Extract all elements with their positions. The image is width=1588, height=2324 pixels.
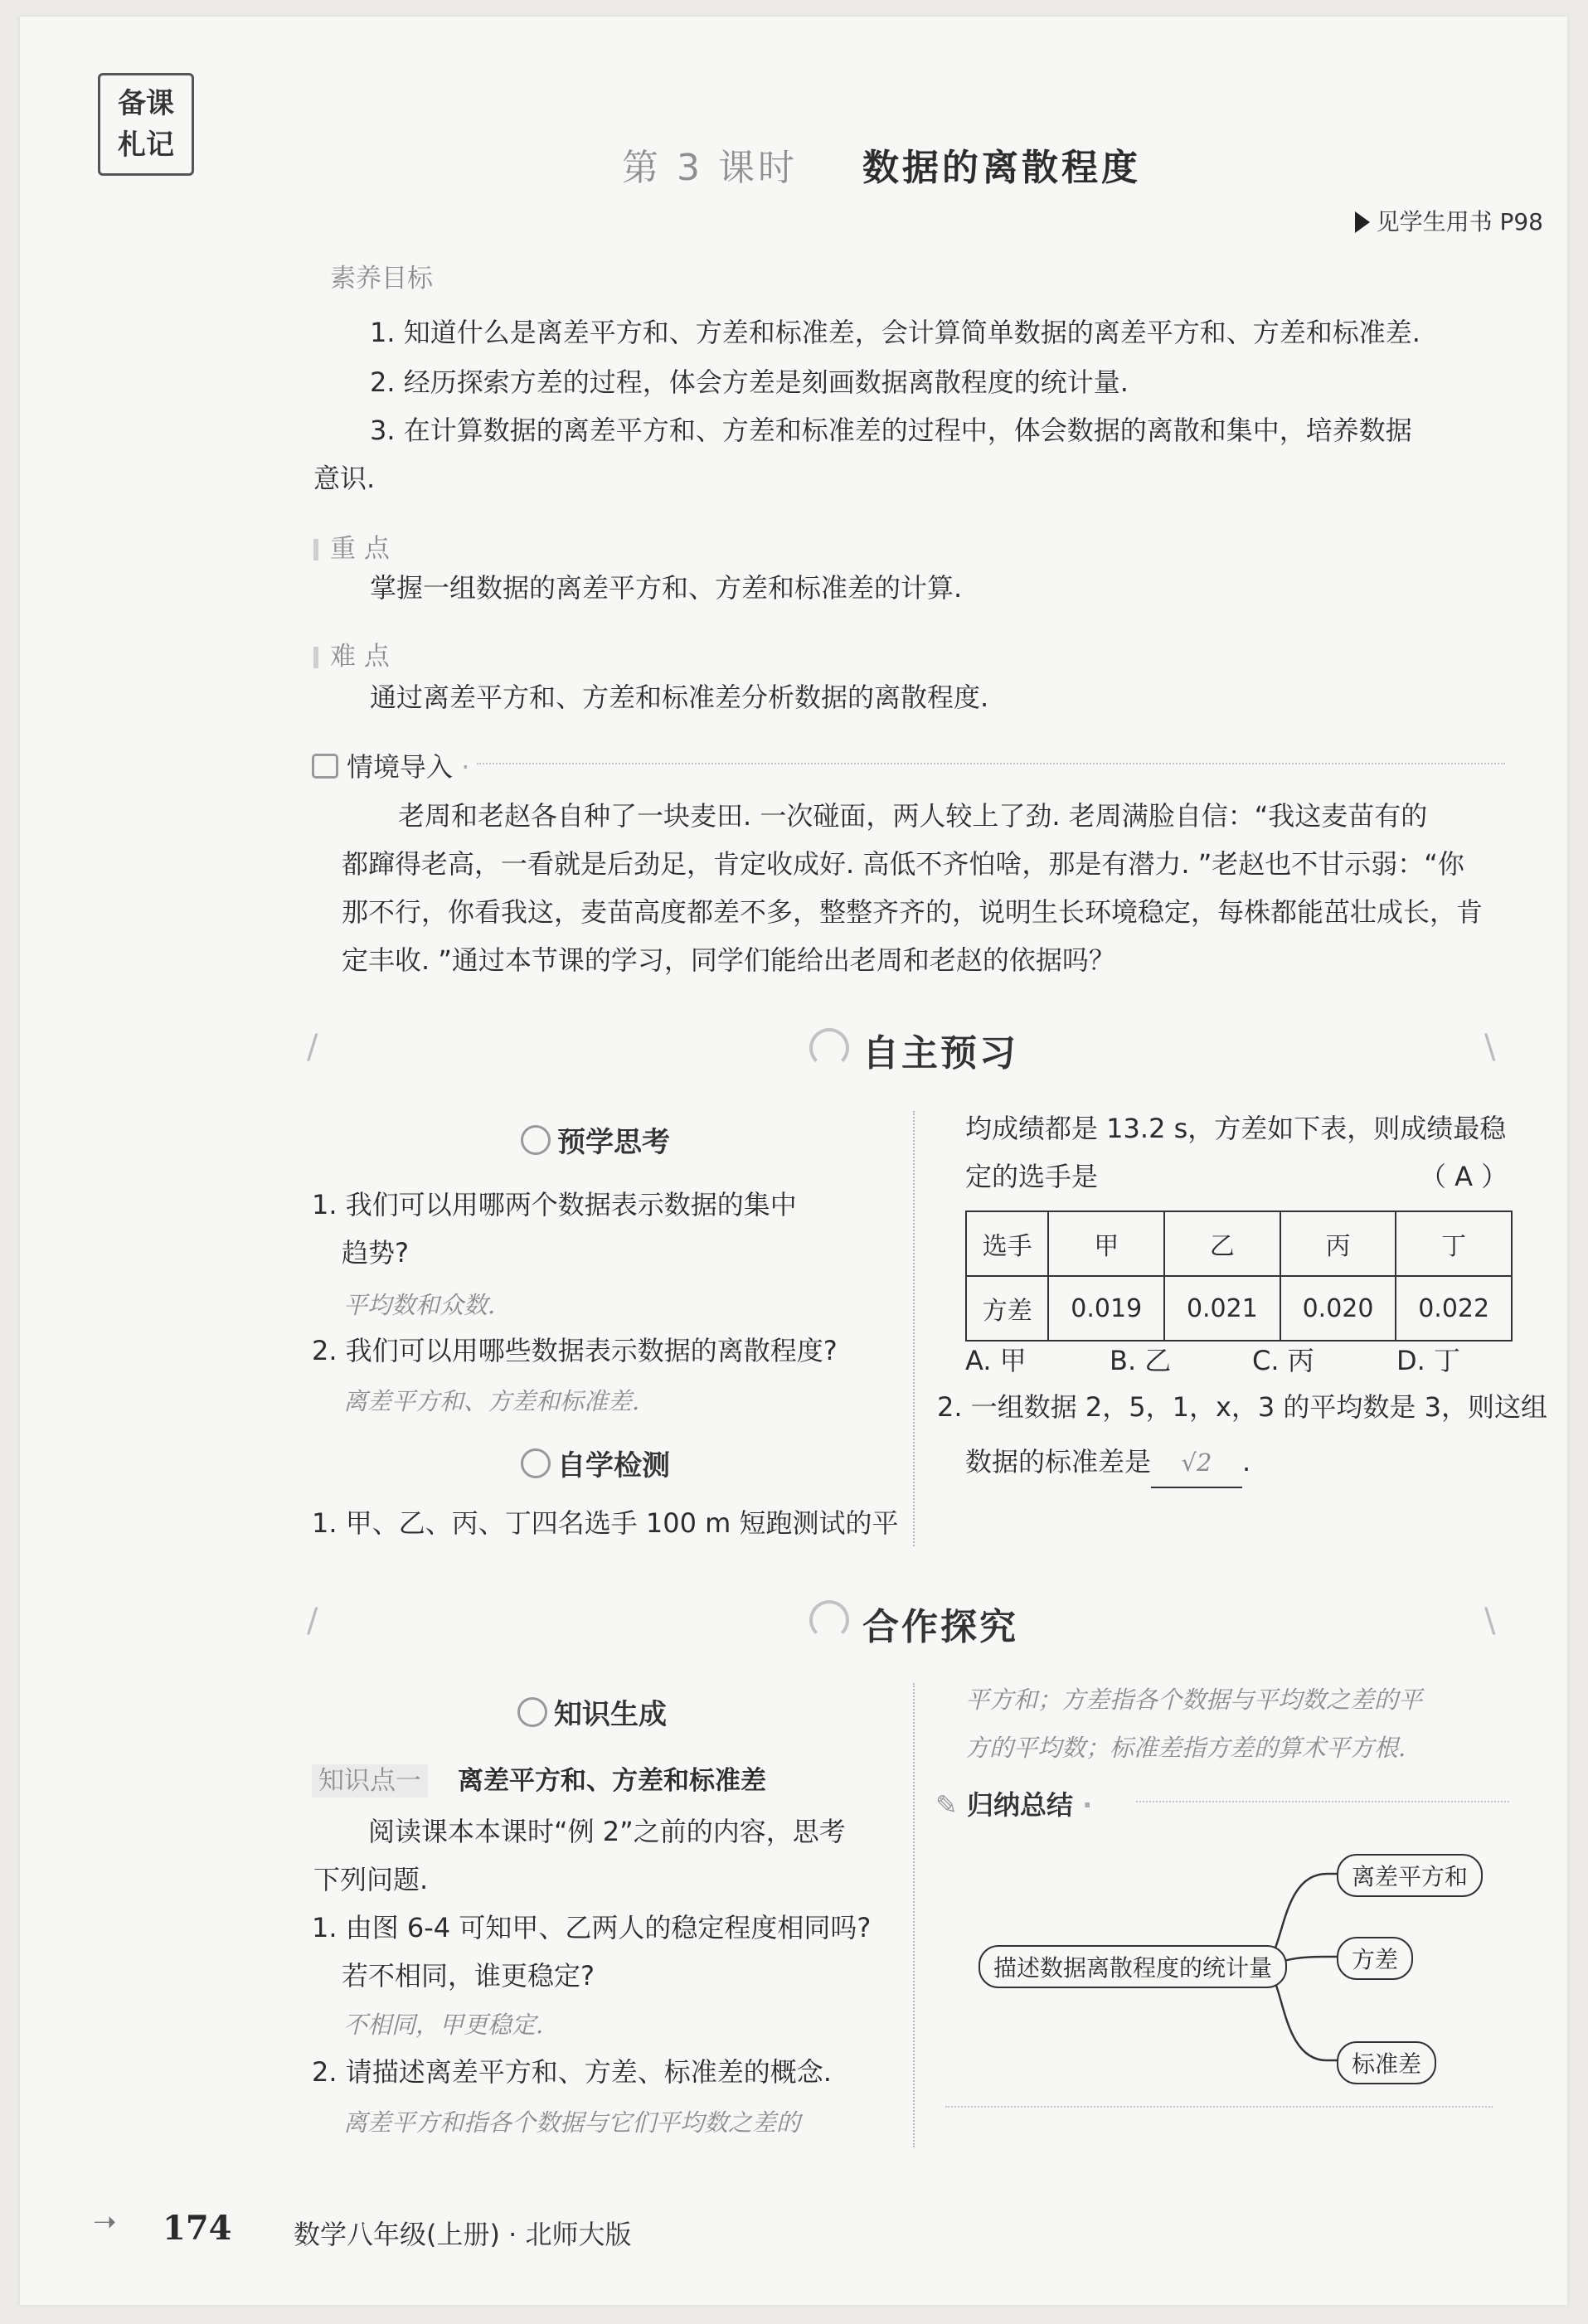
intro-line-3: 那不行，你看我这，麦苗高度都差不多，整整齐齐的，说明生长环境稳定，每株都能茁壮成长，肯 bbox=[342, 896, 1484, 928]
option-d: D. 丁 bbox=[1396, 1345, 1460, 1376]
intro-label: 情境导入 · bbox=[312, 746, 469, 784]
deco-slash-right: \ bbox=[1484, 1602, 1496, 1640]
summary-divider-bottom bbox=[945, 2106, 1493, 2108]
mindmap-node-variance: 方差 bbox=[1337, 1937, 1413, 1980]
knowledge-point-heading bbox=[312, 1759, 766, 1797]
goals-label: 素养目标 bbox=[330, 264, 433, 294]
check-q1-cont2: 定的选手是 bbox=[965, 1161, 1099, 1192]
knowledge-a2-line1: 离差平方和指各个数据与它们平均数之差的 bbox=[343, 2108, 801, 2137]
check-title: 自学检测 bbox=[521, 1443, 670, 1483]
deco-slash-left: / bbox=[307, 1602, 318, 1640]
option-a: A. 甲 bbox=[965, 1345, 1027, 1376]
student-book-reference bbox=[1355, 204, 1543, 237]
mindmap-node-sum-of-squares: 离差平方和 bbox=[1337, 1854, 1483, 1897]
lesson-heading bbox=[622, 138, 1141, 191]
knowledge-a2-line2: 平方和；方差指各个数据与平均数之差的平 bbox=[965, 1686, 1423, 1714]
option-c: C. 丙 bbox=[1252, 1345, 1314, 1376]
check-q1-start: 1. 甲、乙、丙、丁四名选手 100 m 短跑测试的平 bbox=[312, 1507, 899, 1539]
option-b: B. 乙 bbox=[1110, 1345, 1172, 1376]
reference-text: 见学生用书 P98 bbox=[1376, 208, 1543, 235]
stamp-line1: 备课 bbox=[118, 87, 174, 120]
column-divider bbox=[913, 1111, 915, 1546]
table-cell: 丁 bbox=[1396, 1211, 1512, 1276]
table-cell: 0.019 bbox=[1048, 1276, 1164, 1341]
goal-item-3: 3. 在计算数据的离差平方和、方差和标准差的过程中，体会数据的离散和集中，培养数据 bbox=[370, 415, 1412, 446]
point-title: 离差平方和、方差和标准差 bbox=[458, 1766, 766, 1796]
table-cell: 方差 bbox=[966, 1276, 1048, 1341]
point-label: 知识点一 bbox=[312, 1764, 428, 1798]
goal-item-2: 2. 经历探索方差的过程，体会方差是刻画数据离散程度的统计量. bbox=[370, 366, 1129, 398]
deco-slash-left: / bbox=[307, 1028, 318, 1066]
knowledge-q1-line2: 若不相同，谁更稳定? bbox=[342, 1960, 595, 1992]
lesson-title: 数据的离散程度 bbox=[862, 147, 1141, 189]
answer-blank: √2 bbox=[1151, 1439, 1242, 1488]
summary-divider-top bbox=[1136, 1801, 1509, 1802]
mindmap-node-std-dev: 标准差 bbox=[1337, 2041, 1436, 2084]
stamp-line2: 札记 bbox=[118, 129, 174, 162]
think-icon bbox=[521, 1125, 551, 1155]
check-icon bbox=[521, 1448, 551, 1478]
think-title: 预学思考 bbox=[521, 1119, 670, 1160]
knowledge-title: 知识生成 bbox=[517, 1691, 667, 1732]
knowledge-intro-line1: 阅读课本本课时“例 2”之前的内容，思考 bbox=[368, 1816, 846, 1847]
intro-divider bbox=[477, 763, 1505, 766]
lesson-number: 第 3 课时 bbox=[622, 147, 798, 189]
knowledge-q1-line1: 1. 由图 6-4 可知甲、乙两人的稳定程度相同吗? bbox=[312, 1912, 872, 1943]
think-a1: 平均数和众数. bbox=[343, 1291, 496, 1319]
table-header-row bbox=[966, 1211, 1512, 1276]
table-cell: 0.022 bbox=[1396, 1276, 1512, 1341]
section-swirl-icon bbox=[809, 1028, 849, 1068]
knowledge-icon bbox=[517, 1697, 547, 1727]
check-q2-line2: 数据的标准差是 √2 . bbox=[965, 1438, 1250, 1488]
key-point-text: 掌握一组数据的离差平方和、方差和标准差的计算. bbox=[370, 572, 963, 604]
table-cell: 选手 bbox=[966, 1211, 1048, 1276]
intro-line-2: 都蹿得老高，一看就是后劲足，肯定收成好. 高低不齐怕啥，那是有潜力. ”老赵也不甘示弱：“你 bbox=[342, 848, 1464, 880]
goal-item-3-cont: 意识. bbox=[313, 463, 376, 494]
section-explore-title: 合作探究 bbox=[862, 1606, 1018, 1648]
deco-slash-right: \ bbox=[1484, 1028, 1496, 1066]
summary-title: ✎ 归纳总结 · bbox=[935, 1789, 1093, 1821]
intro-line-4: 定丰收. ”通过本节课的学习，同学们能给出老周和老赵的依据吗？ bbox=[342, 944, 1115, 976]
table-cell: 0.021 bbox=[1164, 1276, 1280, 1341]
think-q2: 2. 我们可以用哪些数据表示数据的离散程度? bbox=[312, 1335, 838, 1366]
table-row bbox=[966, 1276, 1512, 1341]
think-q1-line1: 1. 我们可以用哪两个数据表示数据的集中 bbox=[312, 1189, 797, 1220]
think-a2: 离差平方和、方差和标准差. bbox=[343, 1387, 640, 1415]
section-swirl-icon bbox=[809, 1600, 849, 1640]
label-bar-icon bbox=[313, 539, 318, 560]
footer-arrow-icon: ➝ bbox=[93, 2205, 117, 2239]
table-cell: 甲 bbox=[1048, 1211, 1164, 1276]
intro-line-1: 老周和老赵各自种了一块麦田. 一次碰面，两人较上了劲. 老周满脸自信：“我这麦苗有的 bbox=[398, 800, 1428, 832]
check-q1-answer: （ A ） bbox=[1420, 1161, 1508, 1192]
check-q1-cont1: 均成绩都是 13.2 s，方差如下表，则成绩最稳 bbox=[965, 1113, 1507, 1144]
knowledge-a1: 不相同，甲更稳定. bbox=[343, 2011, 544, 2039]
section-preview-title: 自主预习 bbox=[862, 1032, 1018, 1075]
think-q1-line2: 趋势? bbox=[342, 1237, 409, 1269]
mindmap-center-node: 描述数据离散程度的统计量 bbox=[979, 1945, 1287, 1988]
scene-icon bbox=[312, 754, 338, 779]
knowledge-a2-line3: 方的平均数；标准差指方差的算术平方根. bbox=[965, 1734, 1406, 1762]
variance-table bbox=[965, 1211, 1513, 1342]
label-bar-icon bbox=[313, 647, 318, 668]
table-cell: 丙 bbox=[1280, 1211, 1396, 1276]
goal-item-1: 1. 知道什么是离差平方和、方差和标准差，会计算简单数据的离差平方和、方差和标准差. bbox=[370, 317, 1420, 348]
check-q2-line1: 2. 一组数据 2，5，1，x，3 的平均数是 3，则这组 bbox=[937, 1391, 1547, 1423]
difficulty-text: 通过离差平方和、方差和标准差分析数据的离散程度. bbox=[370, 682, 989, 713]
notes-stamp bbox=[98, 73, 194, 176]
book-title: 数学八年级(上册) · 北师大版 bbox=[294, 2219, 632, 2250]
table-cell: 乙 bbox=[1164, 1211, 1280, 1276]
table-cell: 0.020 bbox=[1280, 1276, 1396, 1341]
difficulty-label: 难 点 bbox=[313, 635, 390, 672]
knowledge-intro-line2: 下列问题. bbox=[313, 1864, 429, 1895]
play-triangle-icon bbox=[1355, 211, 1370, 233]
knowledge-q2: 2. 请描述离差平方和、方差、标准差的概念. bbox=[312, 2056, 832, 2088]
key-point-label: 重 点 bbox=[313, 527, 390, 565]
page-number: 174 bbox=[163, 2209, 232, 2248]
